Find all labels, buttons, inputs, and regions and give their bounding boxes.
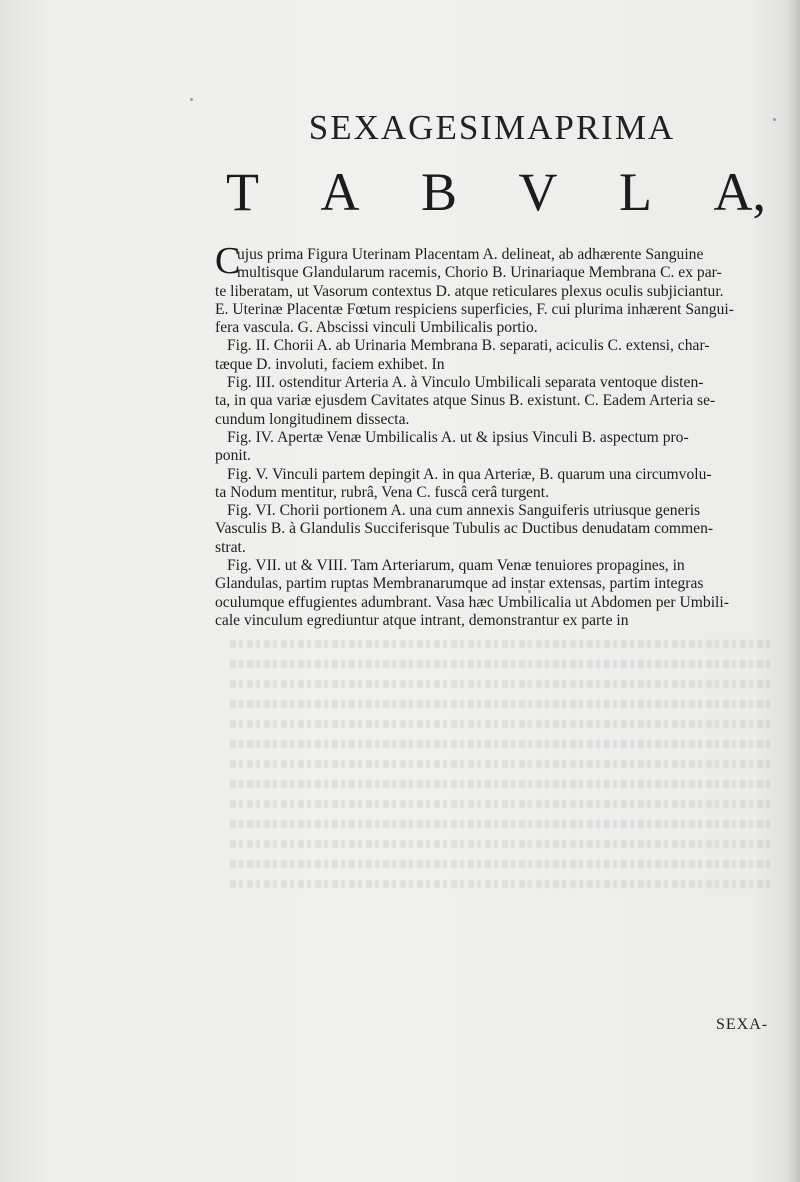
title-letter: A: [320, 162, 360, 222]
text-line: tæque D. involuti, faciem exhibet. In: [215, 355, 445, 373]
title-letter: A,: [713, 162, 766, 222]
title-letter: V: [518, 162, 558, 222]
text-line: Vasculis B. à Glandulis Succiferisque Tubulis ac Ductibus denudatam commen-: [215, 520, 714, 538]
text-line: cundum longitudinem dissecta.: [215, 410, 410, 428]
speck: [190, 98, 193, 101]
text-line: strat.: [215, 538, 246, 556]
text-line: [215, 264, 767, 282]
drop-cap: C: [215, 240, 241, 282]
title-letter: T: [226, 162, 259, 222]
text-line: te liberatam, ut Vasorum contextus D. atque reticulares plexus oculis subjiciantur.: [215, 282, 724, 300]
text-line: Fig. VI. Chorii portionem A. una cum annexis Sanguiferis utriusque generis: [227, 502, 701, 520]
text-line: Fig. VII. ut & VIII. Tam Arteriarum, quam Venæ tenuiores propagines, in: [227, 557, 685, 575]
text-line: ponit.: [215, 447, 251, 465]
text-line: fera vascula. G. Abscissi vinculi Umbilicalis portio.: [215, 319, 538, 337]
text-line: oculumque effugientes adumbrant. Vasa hæc Umbilicalia ut Abdomen per Umbili-: [215, 593, 729, 611]
title-letter: B: [420, 162, 457, 222]
text-line: ta Nodum mentitur, rubrâ, Vena C. fuscâ cerâ turgent.: [215, 483, 549, 501]
speck: [773, 118, 776, 121]
catchword: SEXA-: [716, 1016, 769, 1033]
text-line: Fig. III. ostenditur Arteria A. à Vinculo Umbilicali separata ventoque disten-: [227, 374, 704, 392]
text-line-content: ujus prima Figura Uterinam Placentam A. delineat, ab adhærente Sanguine: [237, 246, 704, 263]
text-line: Fig. V. Vinculi partem depingit A. in qua Arteriæ, B. quarum una circumvolu-: [227, 465, 712, 483]
title-letter: L: [618, 162, 652, 222]
text-line: Fig. II. Chorii A. ab Urinaria Membrana B. separati, aciculis C. extensi, char-: [227, 337, 710, 355]
page-edge-shadow: [786, 0, 800, 1182]
text-line: cale vinculum egrediuntur atque intrant, demonstrantur ex parte in: [215, 611, 629, 629]
bleed-through-text: [230, 640, 770, 940]
text-line: Glandulas, partim ruptas Membranarumque ad instar extensas, partim integras: [215, 575, 704, 593]
text-line-content: multisque Glandularum racemis, Chorio B. Urinariaque Membrana C. ex par-: [237, 264, 722, 282]
plate-title-ordinal: SEXAGESIMAPRIMA: [308, 108, 676, 147]
plate-title-tabula: [226, 164, 766, 220]
plate-description: [215, 240, 767, 630]
text-line: ta, in qua variæ ejusdem Cavitates atque Sinus B. existunt. C. Eadem Arteria se-: [215, 392, 716, 410]
text-line: Fig. IV. Apertæ Venæ Umbilicalis A. ut & ipsius Vinculi B. aspectum pro-: [227, 428, 689, 446]
text-line: E. Uterinæ Placentæ Fœtum respiciens superficies, F. cui plurima inhærent Sangui-: [215, 300, 734, 318]
